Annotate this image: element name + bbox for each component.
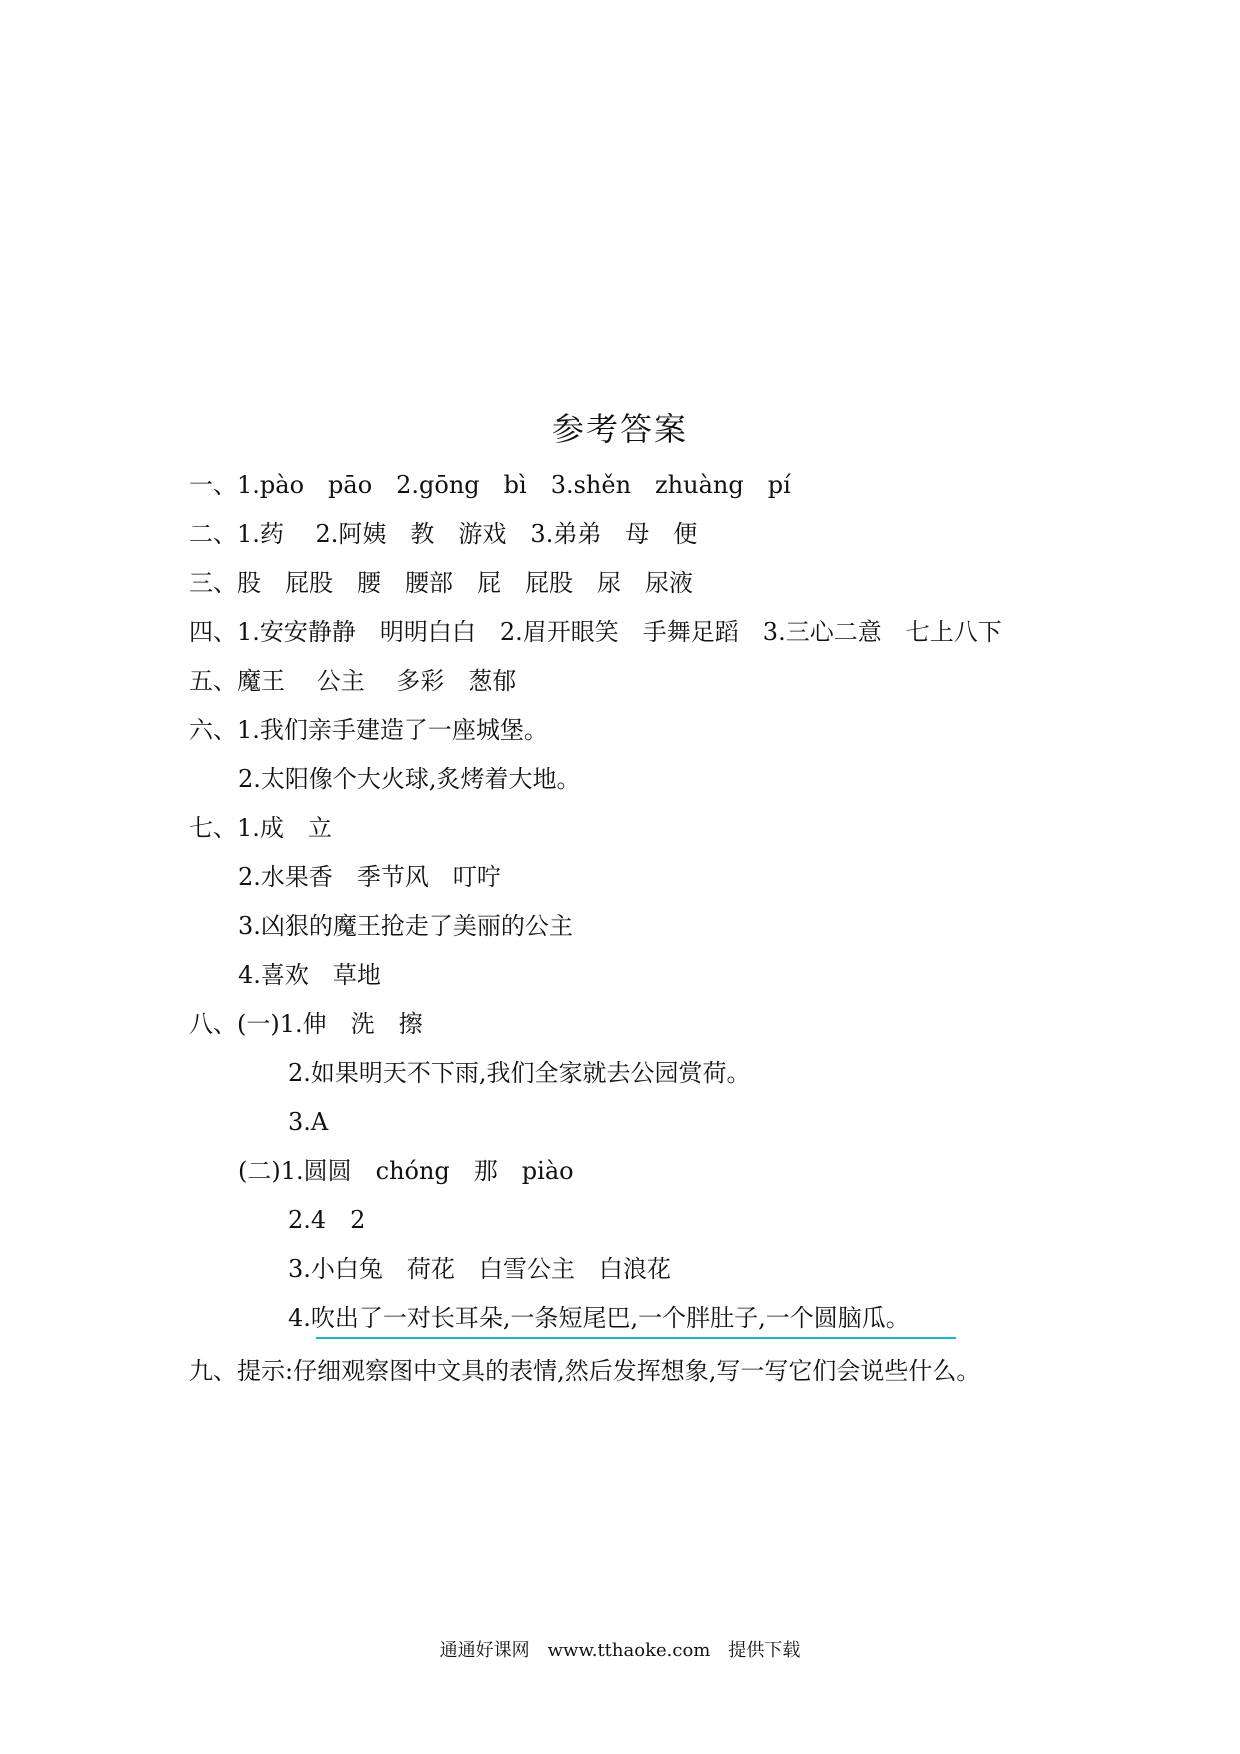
footer-credit: 通通好课网 www.tthaoke.com 提供下载 xyxy=(439,1640,801,1661)
answer-section-8-part-2-item-3: 3.小白兔 荷花 白雪公主 白浪花 xyxy=(288,1255,671,1283)
answer-section-3: 三、股 屁股 腰 腰部 屁 屁股 尿 尿液 xyxy=(189,569,693,597)
answer-section-4: 四、1.安安静静 明明白白 2.眉开眼笑 手舞足蹈 3.三心二意 七上八下 xyxy=(189,618,1002,646)
answer-section-8-part-2-item-1: (二)1.圆圆 chóng 那 piào xyxy=(238,1157,574,1185)
answer-section-8-part-1-item-3: 3.A xyxy=(288,1108,329,1136)
answer-section-7-item-1: 七、1.成 立 xyxy=(189,814,332,842)
answer-section-6-item-2: 2.太阳像个大火球,炙烤着大地。 xyxy=(238,765,581,793)
answer-section-7-item-2: 2.水果香 季节风 叮咛 xyxy=(238,863,501,891)
answer-section-5: 五、魔王 公主 多彩 葱郁 xyxy=(189,667,517,695)
answer-section-6-item-1: 六、1.我们亲手建造了一座城堡。 xyxy=(189,716,548,744)
answer-highlight-underline xyxy=(316,1337,956,1339)
answer-section-8-part-1-item-2: 2.如果明天不下雨,我们全家就去公园赏荷。 xyxy=(288,1059,751,1087)
page-title: 参考答案 xyxy=(551,410,688,448)
answer-section-8-part-2-item-4: 4.吹出了一对长耳朵,一条短尾巴,一个胖肚子,一个圆脑瓜。 xyxy=(288,1304,910,1332)
answer-section-2: 二、1.药 2.阿姨 教 游戏 3.弟弟 母 便 xyxy=(189,520,698,548)
answer-section-8-part-2-item-2: 2.4 2 xyxy=(288,1206,366,1234)
answer-section-7-item-3: 3.凶狠的魔王抢走了美丽的公主 xyxy=(238,912,573,940)
answer-section-7-item-4: 4.喜欢 草地 xyxy=(238,961,381,989)
answer-section-8-part-1-item-1: 八、(一)1.伸 洗 擦 xyxy=(189,1010,423,1038)
answer-section-1: 一、1.pào pāo 2.gōng bì 3.shěn zhuàng pí xyxy=(189,471,791,499)
answer-section-9: 九、提示:仔细观察图中文具的表情,然后发挥想象,写一写它们会说些什么。 xyxy=(189,1357,981,1385)
